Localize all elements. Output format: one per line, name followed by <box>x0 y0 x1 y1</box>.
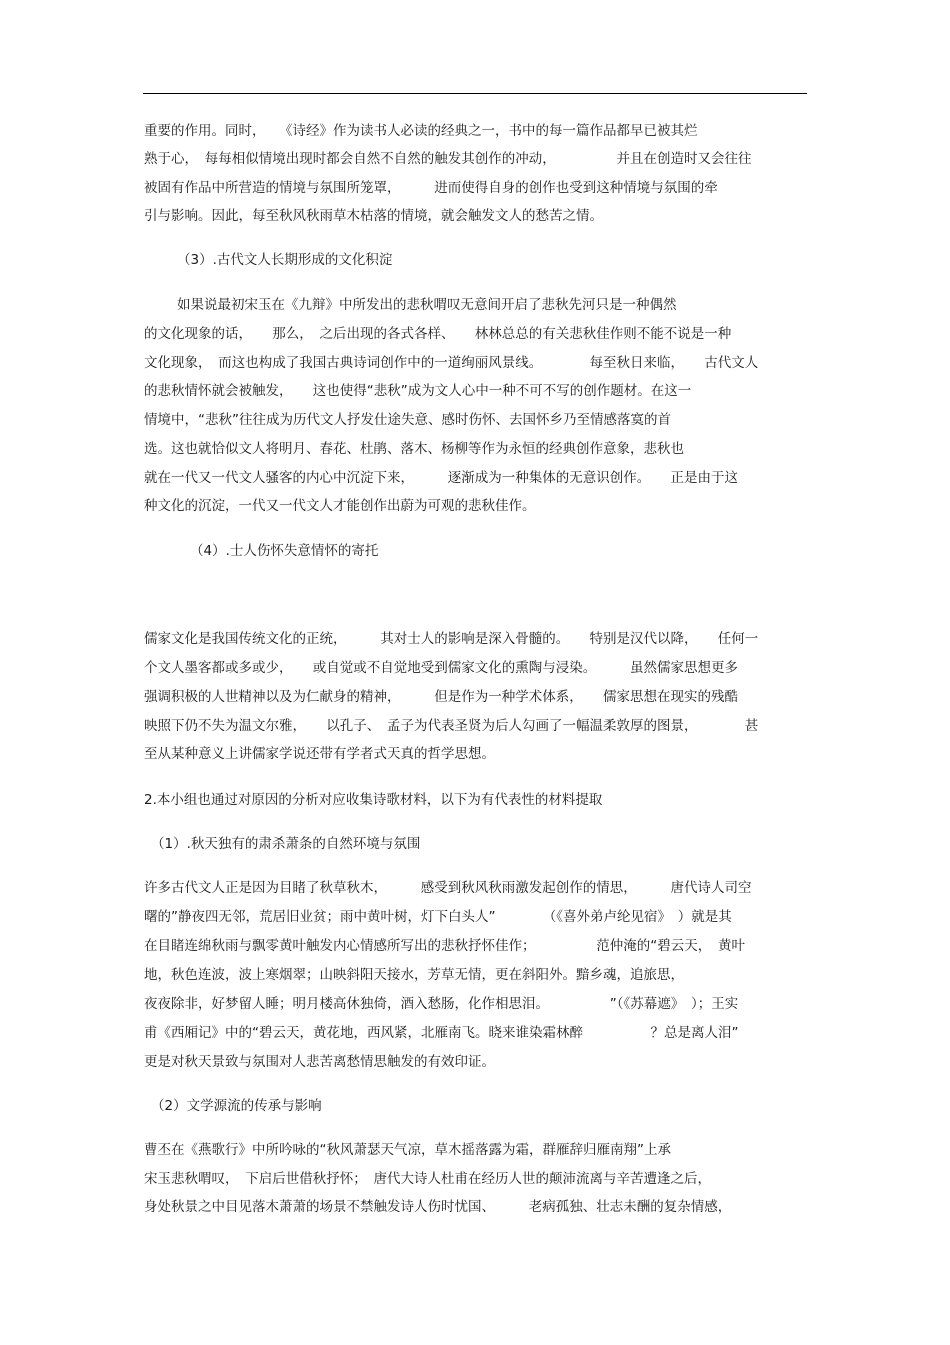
text-line: 至从某种意义上讲儒家学说还带有学者式天真的哲学思想。 <box>144 746 495 762</box>
header-rule <box>143 93 807 94</box>
text-line: 熟于心， 每每相似情境出现时都会自然不自然的触发其创作的冲动， 并且在创造时又会往往 <box>144 151 752 167</box>
text-line: 就在一代又一代文人骚客的内心中沉淀下来， 逐渐成为一种集体的无意识创作。 正是由于这 <box>144 470 738 486</box>
text-line: 被固有作品中所营造的情境与氛围所笼罩， 进而使得自身的创作也受到这种情境与氛围的牵 <box>144 180 718 196</box>
text-line: 强调积极的人世精神以及为仁献身的精神， 但是作为一种学术体系， 儒家思想在现实的残酷 <box>144 689 738 705</box>
text-line: 的文化现象的话， 那么， 之后出现的各式各样、 林林总总的有关悲秋佳作则不能不说是一种 <box>144 326 732 342</box>
section-heading: （1）.秋天独有的肃杀萧条的自然环境与氛围 <box>151 836 421 852</box>
text-line: 个文人墨客都或多或少， 或自觉或不自觉地受到儒家文化的熏陶与浸染。 虽然儒家思想更多 <box>144 660 738 676</box>
text-line: 曙的”静夜四无邻，荒居旧业贫；雨中黄叶树，灯下白头人” （《喜外弟卢纶见宿》 ）就是其 <box>144 909 732 925</box>
text-line: 重要的作用。同时， 《诗经》作为读书人必读的经典之一，书中的每一篇作品都早已被其烂 <box>144 123 698 139</box>
section-heading: （2）文学源流的传承与影响 <box>151 1098 322 1114</box>
text-line: 文化现象， 而这也构成了我国古典诗词创作中的一道绚丽风景线。 每至秋日来临， 古代文人 <box>144 355 759 371</box>
text-line: 曹丕在《燕歌行》中所吟咏的“秋风萧瑟天气凉，草木摇落露为霜，群雁辞归雁南翔”上承 <box>144 1142 671 1158</box>
text-line: 的悲秋情怀就会被触发， 这也使得“悲秋”成为文人心中一种不可不写的创作题材。在这一 <box>144 383 692 399</box>
text-line: 地，秋色连波，波上寒烟翠；山映斜阳天接水，芳草无情，更在斜阳外。黯乡魂，追旅思， <box>144 967 684 983</box>
text-line: 更是对秋天景致与氛围对人悲苦离愁情思触发的有效印证。 <box>144 1054 495 1070</box>
section-heading: （3）.古代文人长期形成的文化积淀 <box>177 252 393 268</box>
section-heading: （4）.士人伤怀失意情怀的寄托 <box>190 543 379 559</box>
text-line: 种文化的沉淀，一代又一代文人才能创作出蔚为可观的悲秋佳作。 <box>144 498 536 514</box>
text-line: 在目睹连绵秋雨与飘零黄叶触发内心情感所写出的悲秋抒怀佳作； 范仲淹的“碧云天， 黄叶 <box>144 938 745 954</box>
text-line: 儒家文化是我国传统文化的正统， 其对士人的影响是深入骨髓的。 特别是汉代以降， 任何一 <box>144 631 759 647</box>
section-heading: 2.本小组也通过对原因的分析对应收集诗歌材料，以下为有代表性的材料提取 <box>144 792 603 808</box>
text-line: 引与影响。因此，每至秋风秋雨草木枯落的情境，就会触发文人的愁苦之情。 <box>144 208 603 224</box>
text-line: 映照下仍不失为温文尔雅， 以孔子、 孟子为代表圣贤为后人勾画了一幅温柔敦厚的图景， 甚 <box>144 718 759 734</box>
text-line: 宋玉悲秋喟叹， 下启后世借秋抒怀； 唐代大诗人杜甫在经历人世的颠沛流离与辛苦遭逢之后， <box>144 1171 711 1187</box>
text-line: 如果说最初宋玉在《九辩》中所发出的悲秋喟叹无意间开启了悲秋先河只是一种偶然 <box>177 297 677 313</box>
text-line: 情境中，“悲秋”往往成为历代文人抒发仕途失意、感时伤怀、去国怀乡乃至情感落寞的首 <box>144 412 671 428</box>
text-line: 甫《西厢记》中的“碧云天，黄花地，西风紧，北雁南飞。晓来谁染霜林醉 ？总是离人泪” <box>144 1025 739 1041</box>
text-line: 夜夜除非，好梦留人睡；明月楼高休独倚，酒入愁肠，化作相思泪。 ”（《苏幕遮》 ）；王实 <box>144 996 739 1012</box>
text-line: 许多古代文人正是因为目睹了秋草秋木， 感受到秋风秋雨激发起创作的情思， 唐代诗人司空 <box>144 880 752 896</box>
text-line: 选。这也就恰似文人将明月、春花、杜鹃、落木、杨柳等作为永恒的经典创作意象，悲秋也 <box>144 441 684 457</box>
text-line: 身处秋景之中目见落木萧萧的场景不禁触发诗人伤时忧国、 老病孤独、壮志未酬的复杂情感， <box>144 1199 732 1215</box>
